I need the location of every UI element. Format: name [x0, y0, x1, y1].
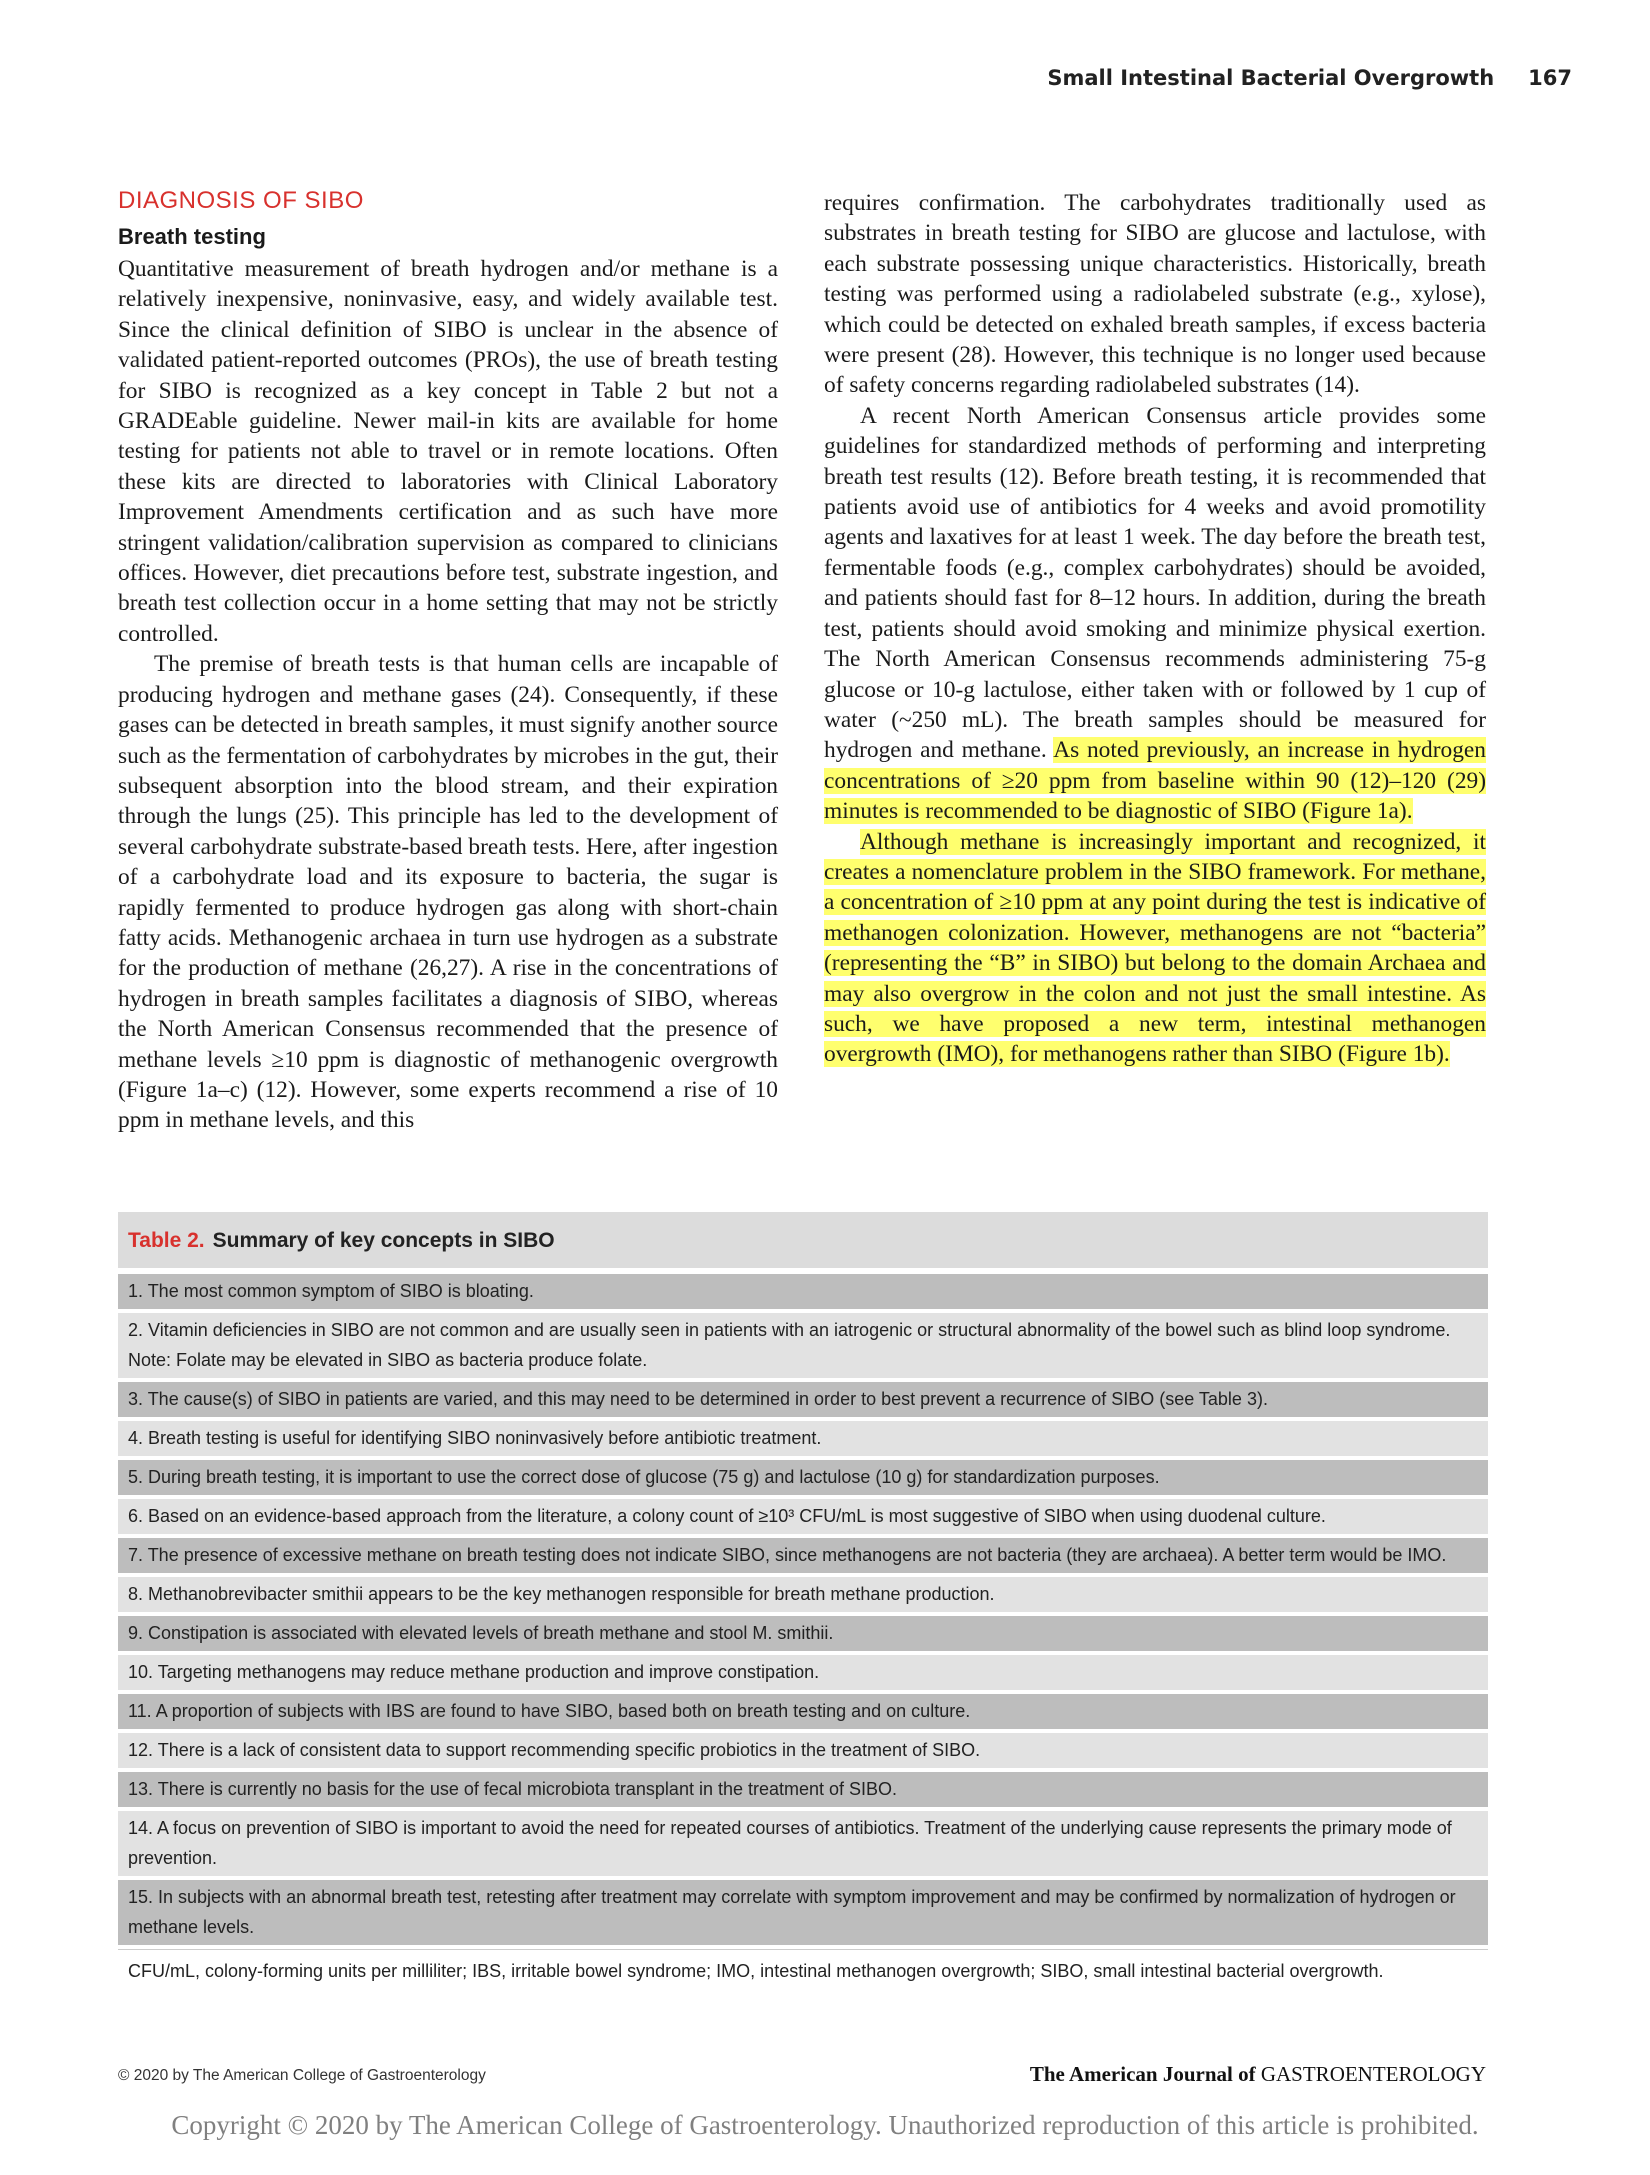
journal-name: GASTROENTEROLOGY — [1260, 2062, 1486, 2086]
section-title: DIAGNOSIS OF SIBO — [118, 187, 364, 214]
table-row: 10. Targeting methanogens may reduce methane production and improve constipation. — [118, 1655, 1488, 1690]
table-row: 9. Constipation is associated with elevated levels of breath methane and stool M. smithii. — [118, 1616, 1488, 1651]
table-row: 14. A focus on prevention of SIBO is important to avoid the need for repeated courses of antibiotics. Treatment of the underlying cause represents the primary mode of prevention. — [118, 1811, 1488, 1876]
highlighted-text: Although methane is increasingly important and recognized, it creates a nomenclature problem in the SIBO framework. For methane, a concentration of ≥10 ppm at any point during the test is indicative of methanogen colonization. However, methanogens are not “bacteria” (representing the “B” in SIBO) but belong to the domain Archaea and may also overgrow in the colon and not just the small intestine. As such, we have proposed a new term, intestinal methanogen overgrowth (IMO), for methanogens rather than SIBO (Figure 1b). — [824, 828, 1486, 1068]
paragraph — [824, 827, 1486, 1070]
running-title: Small Intestinal Bacterial Overgrowth — [1047, 66, 1495, 90]
subsection-title: Breath testing — [118, 224, 266, 249]
journal-prefix: The American Journal of — [1029, 2062, 1256, 2086]
table-header — [118, 1212, 1488, 1268]
table-row: 3. The cause(s) of SIBO in patients are varied, and this may need to be determined in order to best prevent a recurrence of SIBO (see Table 3). — [118, 1382, 1488, 1417]
paragraph — [824, 401, 1486, 827]
copyright-notice: Copyright © 2020 by The American College of Gastroenterology. Unauthorized reproduction of this article is prohibited. — [171, 2110, 1479, 2140]
running-head — [1000, 66, 1572, 90]
highlighted-text: As noted previously, an increase in hydrogen concentrations of ≥20 ppm from baseline within 90 (12)–120 (29) minutes is recommended to be diagnostic of SIBO (Figure 1a). — [824, 737, 1486, 825]
table-row: 4. Breath testing is useful for identifying SIBO noninvasively before antibiotic treatment. — [118, 1421, 1488, 1456]
key-concepts-table — [118, 1212, 1488, 1993]
table-row: 13. There is currently no basis for the use of fecal microbiota transplant in the treatment of SIBO. — [118, 1772, 1488, 1807]
table-label: Table 2. — [128, 1229, 205, 1252]
paragraph-text: A recent North American Consensus article provides some guidelines for standardized methods of performing and interpreting breath test results (12). Before breath testing, it is recommended that patients avoid use of antibiotics for 4 weeks and avoid promotility agents and laxatives for at least 1 week. The day before the breath test, fermentable foods (e.g., complex carbohydrates) should be avoided, and patients should fast for 8–12 hours. In addition, during the breath test, patients should avoid smoking and minimize physical exertion. The North American Consensus recommends administering 75-g glucose or 10-g lactulose, either taken with or followed by 1 cup of water (~250 mL). The breath samples should be measured for hydrogen and methane. — [824, 402, 1486, 764]
table-row: 7. The presence of excessive methane on breath testing does not indicate SIBO, since methanogens are not bacteria (they are archaea). A better term would be IMO. — [118, 1538, 1488, 1573]
table-title: Summary of key concepts in SIBO — [212, 1229, 555, 1252]
footer-journal — [1000, 2062, 1486, 2087]
paragraph: requires confirmation. The carbohydrates traditionally used as substrates in breath testing for SIBO are glucose and lactulose, with each substrate possessing unique characteristics. Historically, breath testing was performed using a radiolabeled substrate (e.g., xylose), which could be detected on exhaled breath samples, if excess bacteria were present (28). However, this technique is no longer used because of safety concerns regarding radiolabeled substrates (14). — [824, 190, 1486, 399]
left-column — [118, 186, 778, 1136]
table-row: 11. A proportion of subjects with IBS are found to have SIBO, based both on breath testing and on culture. — [118, 1694, 1488, 1729]
footer-copyright: © 2020 by The American College of Gastroenterology — [118, 2067, 486, 2084]
table-row: 2. Vitamin deficiencies in SIBO are not common and are usually seen in patients with an iatrogenic or structural abnormality of the bowel such as blind loop syndrome. Note: Folate may be elevated in SIBO as bacteria produce folate. — [118, 1313, 1488, 1378]
table-row: 5. During breath testing, it is important to use the correct dose of glucose (75 g) and lactulose (10 g) for standardization purposes. — [118, 1460, 1488, 1495]
table-row: 12. There is a lack of consistent data to support recommending specific probiotics in the treatment of SIBO. — [118, 1733, 1488, 1768]
paragraph: Quantitative measurement of breath hydrogen and/or methane is a relatively inexpensive, noninvasive, easy, and widely available test. Since the clinical definition of SIBO is unclear in the absence of validated patient-reported outcomes (PROs), the use of breath testing for SIBO is recognized as a key concept in Table 2 but not a GRADEable guideline. Newer mail-in kits are available for home testing for patients not able to travel or in remote locations. Often these kits are directed to laboratories with Clinical Laboratory Improvement Amendments certification and as such have more stringent validation/calibration supervision as compared to clinicians offices. However, diet precautions before test, substrate ingestion, and breath test collection occur in a home setting that may not be strictly controlled. — [118, 256, 778, 647]
table-row: 6. Based on an evidence-based approach from the literature, a colony count of ≥10³ CFU/mL is most suggestive of SIBO when using duodenal culture. — [118, 1499, 1488, 1534]
table-footnote: CFU/mL, colony-forming units per milliliter; IBS, irritable bowel syndrome; IMO, intestinal methanogen overgrowth; SIBO, small intestinal bacterial overgrowth. — [118, 1949, 1488, 1989]
table-row: 8. Methanobrevibacter smithii appears to be the key methanogen responsible for breath methane production. — [118, 1577, 1488, 1612]
paragraph: The premise of breath tests is that human cells are incapable of producing hydrogen and methane gases (24). Consequently, if these gases can be detected in breath samples, it must signify another source such as the fermentation of carbohydrates by microbes in the gut, their subsequent absorption into the blood stream, and their expiration through the lungs (25). This principle has led to the development of several carbohydrate substrate-based breath tests. Here, after ingestion of a carbohydrate load and its exposure to bacteria, the sugar is rapidly fermented to produce hydrogen gas along with short-chain fatty acids. Methanogenic archaea in turn use hydrogen as a substrate for the production of methane (26,27). A rise in the concentrations of hydrogen in breath samples facilitates a diagnosis of SIBO, whereas the North American Consensus recommended that the presence of methane levels ≥10 ppm is diagnostic of methanogenic overgrowth (Figure 1a–c) (12). However, some experts recommend a rise of 10 ppm in methane levels, and this — [118, 651, 778, 1134]
table-row: 1. The most common symptom of SIBO is bloating. — [118, 1274, 1488, 1309]
page-number: 167 — [1528, 66, 1572, 90]
right-column — [824, 188, 1486, 1070]
table-row: 15. In subjects with an abnormal breath test, retesting after treatment may correlate with symptom improvement and may be confirmed by normalization of hydrogen or methane levels. — [118, 1880, 1488, 1945]
